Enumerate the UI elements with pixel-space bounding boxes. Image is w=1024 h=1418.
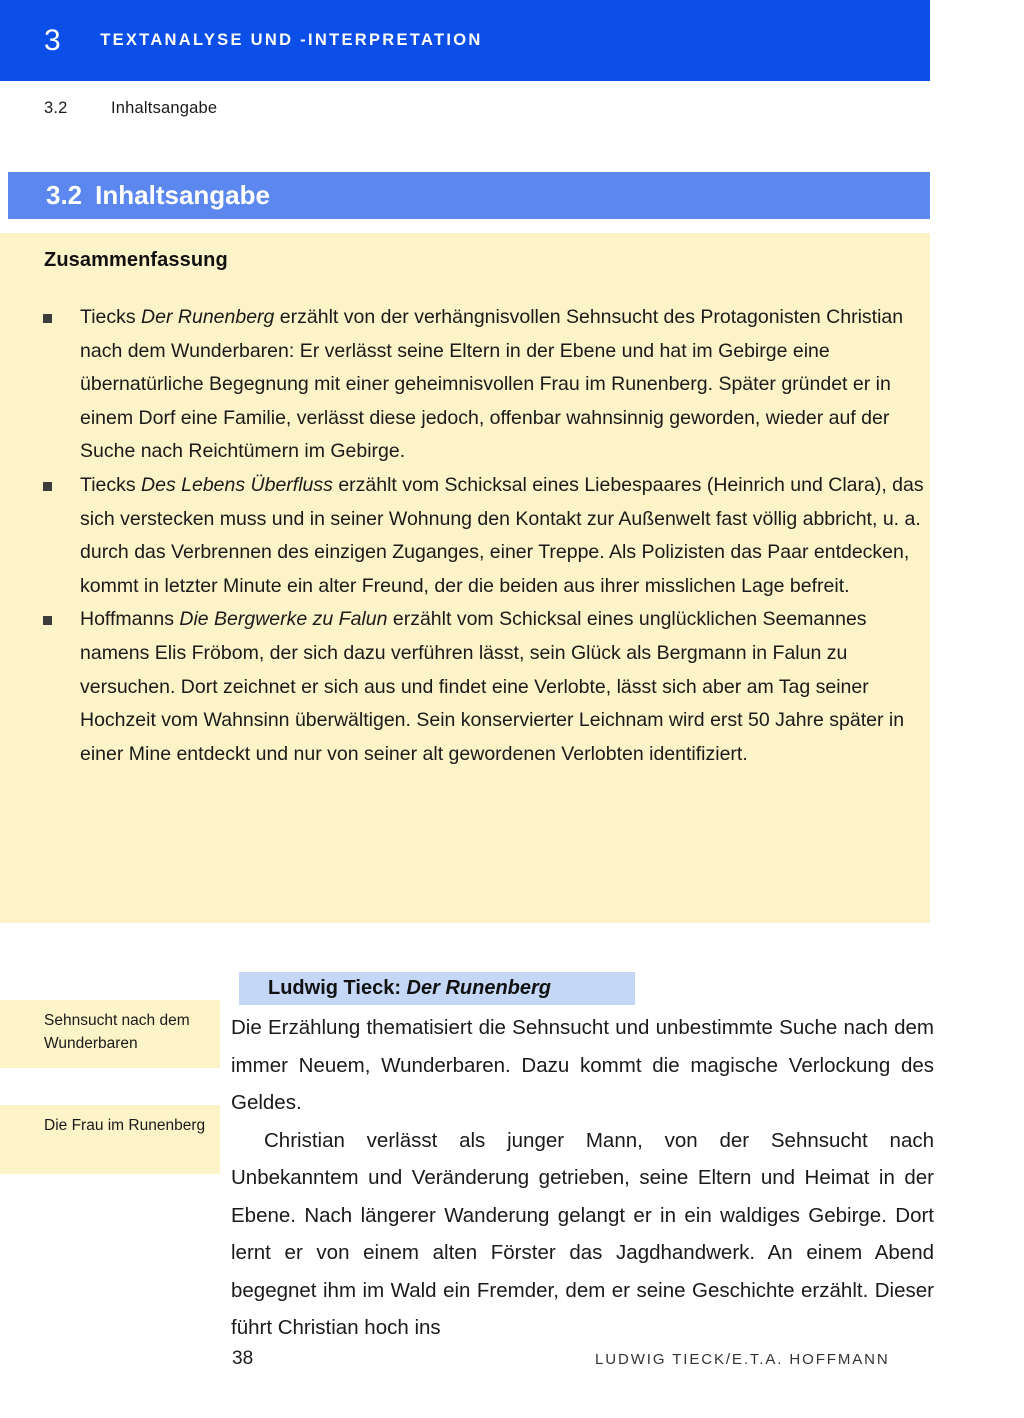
work-heading-text	[268, 977, 551, 1000]
work-heading-author: Ludwig Tieck:	[268, 977, 407, 999]
summary-bullet-lead: Tiecks	[80, 306, 142, 328]
summary-bullet-work-title: Die Bergwerke zu Falun	[179, 608, 388, 631]
summary-bullet-lead: Hoffmanns	[80, 608, 180, 631]
margin-note	[0, 1105, 220, 1174]
section-title-bar	[8, 172, 930, 219]
section-title-number: 3.2	[46, 180, 83, 210]
summary-bullet-list	[41, 301, 926, 771]
chapter-title: TEXTANALYSE UND -INTERPRETATION	[100, 31, 483, 49]
square-bullet-icon	[43, 616, 52, 625]
page-number: 38	[232, 1348, 254, 1369]
summary-box	[0, 233, 930, 923]
summary-bullet-work-title: Des Lebens Überfluss	[141, 473, 333, 496]
section-breadcrumb-title: Inhaltsangabe	[111, 99, 218, 117]
work-heading-chip	[239, 972, 635, 1005]
margin-note-text: Sehnsucht nach dem Wunderbaren	[44, 1012, 190, 1052]
summary-bullet-work-title: Der Runenberg	[141, 306, 275, 328]
work-heading-title: Der Runenberg	[406, 977, 552, 999]
summary-bullet-rest: erzählt von der verhängnisvollen Sehnsucht des Protagonisten Christian nach dem Wunderbaren: Er verlässt seine Eltern in der Ebene und hat im Gebirge eine übernatürliche Begegnung mit einer geheimnisvollen Frau im Runenberg. Später gründet er in einem Dorf eine Familie, verlässt diese jedoch, offenbar wahnsinnig geworden, wieder auf der Suche nach Reichtümern im Gebirge.	[80, 306, 904, 463]
summary-bullet-rest: erzählt vom Schicksal eines Liebespaares (Heinrich und Clara), das sich verstecken muss und in seiner Wohnung den Kontakt zur Außenwelt fast völlig abbricht, u. a. durch das Verbrennen des einzigen Zuganges, einer Treppe. Als Polizisten das Paar entdecken, kommt in letzter Minute ein alter Freund, der die beiden aus ihrer misslichen Lage befreit.	[80, 473, 924, 597]
summary-bullet-item	[41, 603, 926, 771]
summary-bullet-rest: erzählt vom Schicksal eines unglücklichen Seemannes namens Elis Fröbom, der sich dazu verführen lässt, sein Glück als Bergmann in Falun zu versuchen. Dort zeichnet er sich aus und findet eine Verlobte, lässt sich aber am Tag seiner Hochzeit vom Wahnsinn überwältigen. Sein konservierter Leichnam wird erst 50 Jahre später in einer Mine entdeckt und nur von seiner alt gewordenen Verlobten identifiziert.	[80, 608, 905, 765]
footer-running-title: LUDWIG TIECK/E.T.A. HOFFMANN	[595, 1351, 890, 1368]
square-bullet-icon	[43, 314, 52, 323]
chapter-header-band	[0, 0, 930, 81]
margin-note	[0, 1000, 220, 1068]
section-breadcrumb-number: 3.2	[44, 99, 68, 117]
body-text-column	[231, 1009, 934, 1347]
summary-heading: Zusammenfassung	[44, 249, 228, 271]
body-paragraph: Die Erzählung thematisiert die Sehnsucht und unbestimmte Suche nach dem immer Neuem, Wunderbaren. Dazu kommt die magische Verlockung des Geldes.	[231, 1016, 934, 1114]
summary-bullet-lead: Tiecks	[80, 473, 142, 496]
section-title-text: Inhaltsangabe	[95, 180, 270, 210]
body-paragraph: Christian verlässt als junger Mann, von der Sehnsucht nach Unbekanntem und Veränderung getrieben, seine Eltern und Heimat in der Ebene. Nach längerer Wanderung gelangt er in ein waldiges Gebirge. Dort lernt er von einem alten Förster das Jagdhandwerk. An einem Abend begegnet ihm im Wald ein Fremder, dem er seine Geschichte erzählt. Dieser führt Christian hoch ins	[231, 1128, 934, 1339]
page-footer	[0, 1340, 1024, 1380]
margin-note-text: Die Frau im Runenberg	[44, 1117, 206, 1134]
summary-bullet-item	[41, 469, 926, 603]
section-breadcrumb	[44, 99, 217, 118]
square-bullet-icon	[43, 482, 52, 491]
summary-bullet-item	[41, 301, 926, 469]
chapter-number: 3	[44, 23, 62, 57]
